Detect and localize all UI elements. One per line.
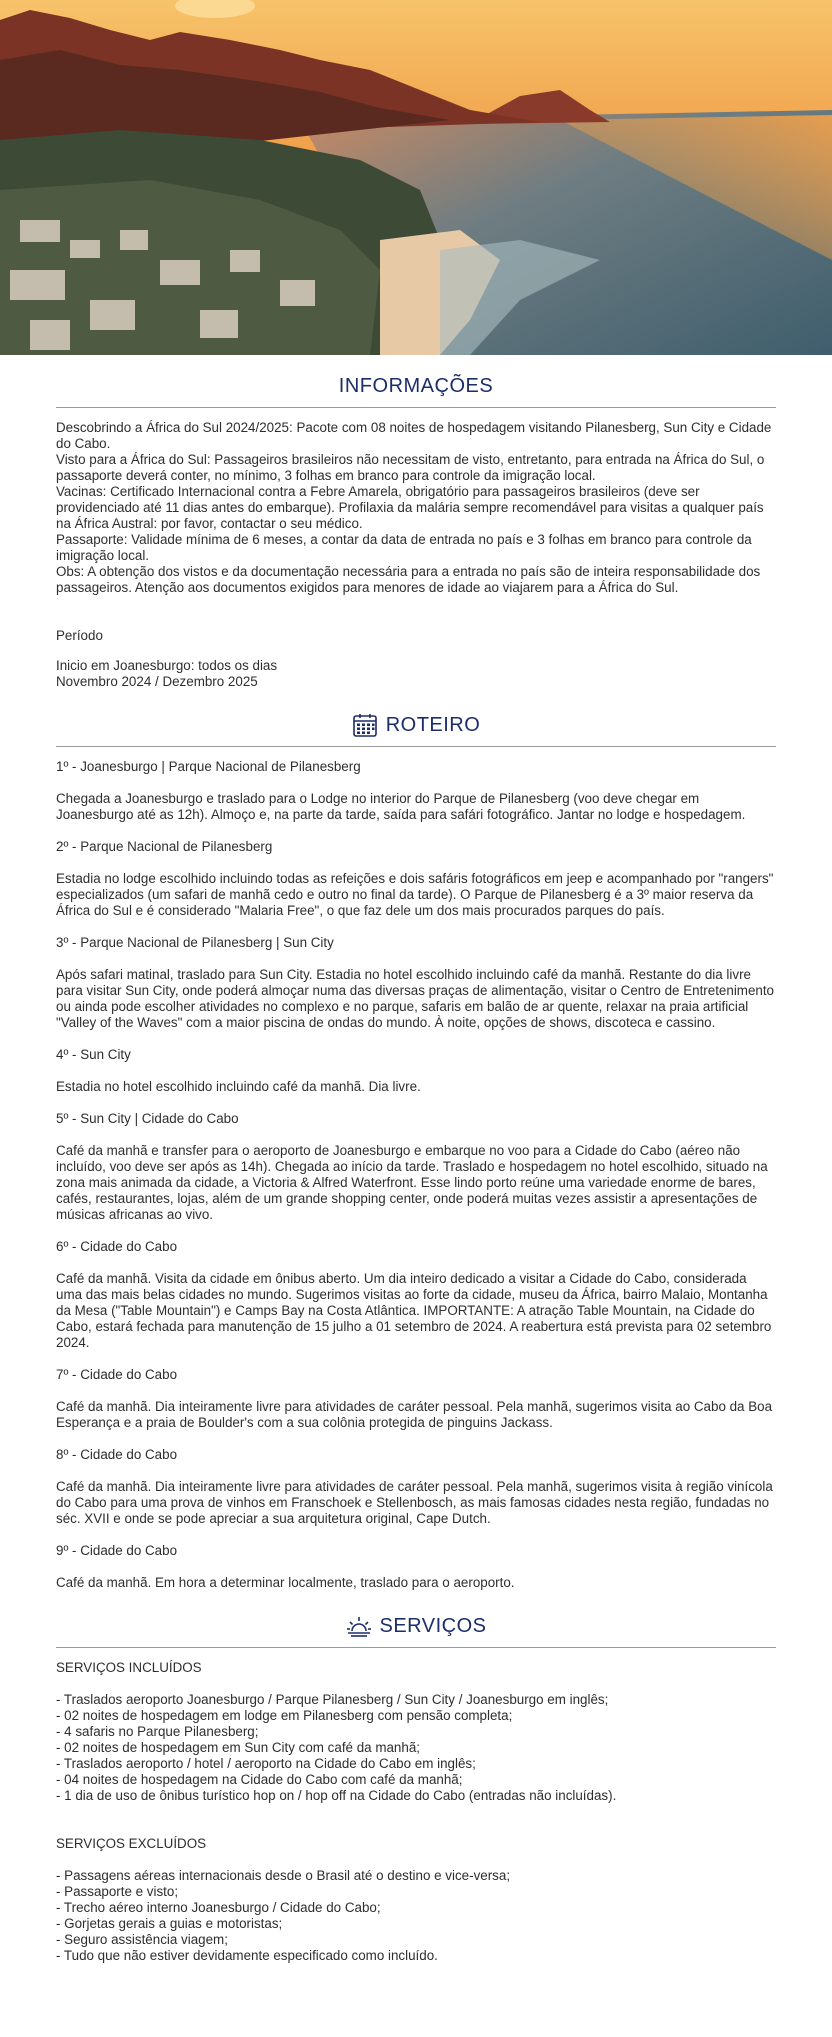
day-title: 7º - Cidade do Cabo bbox=[56, 1367, 178, 1382]
list-item: - 4 safaris no Parque Pilanesberg; bbox=[56, 1724, 259, 1739]
services-divider bbox=[56, 1647, 776, 1648]
list-item: - Trecho aéreo interno Joanesburgo / Cidade do Cabo; bbox=[56, 1900, 381, 1915]
itinerary-day bbox=[56, 1239, 776, 1351]
itinerary-day bbox=[56, 1111, 776, 1223]
info-paragraph: Visto para a África do Sul: Passageiros brasileiros não necessitam de visto, entretanto, para entrada na África do Sul, o passaporte deverá conter, no mínimo, 3 folhas em branco para controle da imigração local. bbox=[56, 452, 769, 483]
list-item: - Passagens aéreas internacionais desde o Brasil até o destino e vice-versa; bbox=[56, 1868, 511, 1883]
day-text: Café da manhã e transfer para o aeroporto de Joanesburgo e embarque no voo para a Cidade do Cabo (aéreo não incluído, voo deve ser após as 14h). Chegada ao início da tarde. Traslado e hospedagem no hotel escolhido, situado na zona mais animada da cidade, a Victoria & Alfred Waterfront. Esse lindo porto reúne uma variedade enorme de bares, cafés, restaurantes, lojas, além de um grande shopping center, onde poderá muitas vezes assistir a apresentações de músicas africanas ao vivo. bbox=[56, 1143, 772, 1222]
period-line: Novembro 2024 / Dezembro 2025 bbox=[56, 674, 258, 689]
day-title: 1º - Joanesburgo | Parque Nacional de Pilanesberg bbox=[56, 759, 361, 774]
excluded-list bbox=[56, 1868, 776, 1964]
day-text: Café da manhã. Dia inteiramente livre para atividades de caráter pessoal. Pela manhã, sugerimos visita ao Cabo da Boa Esperança e a praia de Boulder's com a sua colônia protegida de pinguins Jackass. bbox=[56, 1399, 776, 1430]
info-title: INFORMAÇÕES bbox=[338, 374, 494, 397]
day-text: Café da manhã. Visita da cidade em ônibus aberto. Um dia inteiro dedicado a visitar a Cidade do Cabo, considerada uma das mais belas cidades no mundo. Sugerimos visitas ao forte da cidade, museu da África, bairro Malaio, Montanha da Mesa ("Table Mountain") e Camps Bay na Costa Atlântica. IMPORTANTE: A atração Table Mountain, na Cidade do Cabo, estará fechada para manutenção de 15 julho a 01 setembro de 2024. A reabertura está prevista para 02 setembro 2024. bbox=[56, 1271, 776, 1350]
calendar-icon bbox=[352, 712, 378, 738]
day-text: Estadia no lodge escolhido incluindo todas as refeições e dois safáris fotográficos em jeep e acompanhado por "rangers" especializados (um safari de manhã cedo e outro no final da tarde). O Parque de Pilanesberg é a 3º maior reserva da África do Sul e é considerado "Malaria Free", o que faz dele um dos mais procurados parques do país. bbox=[56, 871, 778, 918]
info-paragraph: Obs: A obtenção dos vistos e da documentação necessária para a entrada no país são de inteira responsabilidade dos passageiros. Atenção aos documentos exigidos para menores de idade ao viajarem para a África do Sul. bbox=[56, 564, 764, 595]
day-title: 8º - Cidade do Cabo bbox=[56, 1447, 178, 1462]
itinerary-section-title bbox=[56, 708, 776, 742]
day-text: Estadia no hotel escolhido incluindo café da manhã. Dia livre. bbox=[56, 1079, 421, 1094]
list-item: - Tudo que não estiver devidamente especificado como incluído. bbox=[56, 1948, 438, 1963]
info-paragraph: Descobrindo a África do Sul 2024/2025: Pacote com 08 noites de hospedagem visitando Pilanesberg, Sun City e Cidade do Cabo. bbox=[56, 420, 776, 451]
info-divider bbox=[56, 407, 776, 408]
cape-town-sunset-illustration bbox=[0, 0, 832, 355]
list-item: - Gorjetas gerais a guias e motoristas; bbox=[56, 1916, 283, 1931]
day-text: Café da manhã. Em hora a determinar localmente, traslado para o aeroporto. bbox=[56, 1575, 515, 1590]
info-body bbox=[56, 420, 776, 596]
day-title: 6º - Cidade do Cabo bbox=[56, 1239, 178, 1254]
list-item: - Traslados aeroporto Joanesburgo / Parque Pilanesberg / Sun City / Joanesburgo em inglês; bbox=[56, 1692, 609, 1707]
itinerary-day bbox=[56, 1543, 776, 1591]
info-paragraph: Passaporte: Validade mínima de 6 meses, a contar da data de entrada no país e 3 folhas em branco para controle da imigração local. bbox=[56, 532, 756, 563]
itinerary-day bbox=[56, 1367, 776, 1431]
services-section-title bbox=[56, 1609, 776, 1643]
included-title: SERVIÇOS INCLUÍDOS bbox=[56, 1660, 202, 1675]
included-list bbox=[56, 1692, 776, 1804]
sunset-icon bbox=[346, 1613, 372, 1639]
itinerary-day bbox=[56, 935, 776, 1031]
day-text: Após safari matinal, traslado para Sun City. Estadia no hotel escolhido incluindo café da manhã. Restante do dia livre para visitar Sun City, onde poderá almoçar numa das diversas praças de alimentação, visitar o Centro de Entretenimento ou ainda pode escolher atividades no complexo e no parque, safaris em balão de ar quente, relaxar na praia artificial "Valley of the Waves" com a maior piscina de ondas do mundo. À noite, opções de shows, discoteca e cassino. bbox=[56, 967, 778, 1030]
day-title: 9º - Cidade do Cabo bbox=[56, 1543, 178, 1558]
itinerary-day bbox=[56, 759, 776, 823]
info-paragraph: Vacinas: Certificado Internacional contra a Febre Amarela, obrigatório para passageiros brasileiros (deve ser providenciado até 11 dias antes do embarque). Profilaxia da malária sempre recomendável para visitas a qualquer país na África Austral: por favor, contactar o seu médico. bbox=[56, 484, 768, 531]
itinerary-day bbox=[56, 1047, 776, 1095]
hero-image bbox=[0, 0, 832, 355]
list-item: - 02 noites de hospedagem em Sun City com café da manhã; bbox=[56, 1740, 420, 1755]
list-item: - 02 noites de hospedagem em lodge em Pilanesberg com pensão completa; bbox=[56, 1708, 513, 1723]
day-text: Chegada a Joanesburgo e traslado para o Lodge no interior do Parque de Pilanesberg (voo deve chegar em Joanesburgo até as 12h). Almoço e, na parte da tarde, saída para safári fotográfico. Jantar no lodge e hospedagem. bbox=[56, 791, 746, 822]
day-title: 5º - Sun City | Cidade do Cabo bbox=[56, 1111, 239, 1126]
day-title: 4º - Sun City bbox=[56, 1047, 131, 1062]
period-label: Período bbox=[56, 628, 103, 643]
day-title: 3º - Parque Nacional de Pilanesberg | Sun City bbox=[56, 935, 334, 950]
list-item: - Seguro assistência viagem; bbox=[56, 1932, 228, 1947]
list-item: - 04 noites de hospedagem na Cidade do Cabo com café da manhã; bbox=[56, 1772, 463, 1787]
excluded-title: SERVIÇOS EXCLUÍDOS bbox=[56, 1836, 207, 1851]
day-text: Café da manhã. Dia inteiramente livre para atividades de caráter pessoal. Pela manhã, sugerimos visita à região vinícola do Cabo para uma prova de vinhos em Franschoek e Stellenbosch, as mais famosas cidades nesta região, fundadas no séc. XVII e onde se pode apreciar a sua arquitetura original, Cape Dutch. bbox=[56, 1479, 777, 1526]
info-section-title bbox=[56, 369, 776, 403]
itinerary-day bbox=[56, 839, 776, 919]
services-title: SERVIÇOS bbox=[379, 1614, 487, 1637]
list-item: - Passaporte e visto; bbox=[56, 1884, 179, 1899]
day-title: 2º - Parque Nacional de Pilanesberg bbox=[56, 839, 273, 854]
list-item: - 1 dia de uso de ônibus turístico hop on / hop off na Cidade do Cabo (entradas não incluídas). bbox=[56, 1788, 617, 1803]
list-item: - Traslados aeroporto / hotel / aeroporto na Cidade do Cabo em inglês; bbox=[56, 1756, 476, 1771]
period-line: Inicio em Joanesburgo: todos os dias bbox=[56, 658, 278, 673]
itinerary-title: ROTEIRO bbox=[385, 713, 481, 736]
itinerary-day bbox=[56, 1447, 776, 1527]
itinerary-divider bbox=[56, 746, 776, 747]
